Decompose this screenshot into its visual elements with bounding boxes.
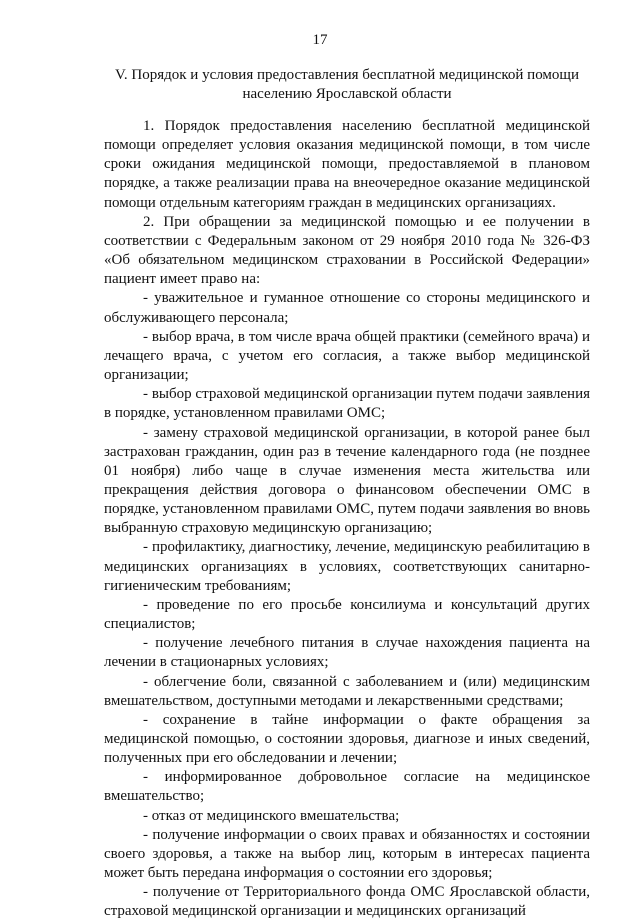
- list-item: - облегчение боли, связанной с заболеванием и (или) медицинским вмешательством, доступными методами и лекарственными средствами;: [104, 673, 590, 709]
- list-item: - информированное добровольное согласие на медицинское вмешательство;: [104, 769, 590, 805]
- list-item: - получение от Территориального фонда ОМС Ярославской области, страховой медицинской организации и медицинских организаций: [104, 884, 590, 920]
- list-item: - отказ от медицинского вмешательства;: [143, 807, 400, 824]
- list-item: - получение лечебного питания в случае нахождения пациента на лечении в стационарных условиях;: [104, 635, 590, 671]
- list-item: - уважительное и гуманное отношение со стороны медицинского и обслуживающего персонала;: [104, 290, 590, 326]
- list-item: - выбор врача, в том числе врача общей практики (семейного врача) и лечащего врача, с учетом его согласия, а также выбор медицинской организации;: [104, 328, 590, 384]
- section-title: V. Порядок и условия предоставления бесплатной медицинской помощи населению Ярославской области: [115, 67, 579, 102]
- list-item: - выбор страховой медицинской организации путем подачи заявления в порядке, установленном правилами ОМС;: [104, 386, 590, 422]
- list-item: - замену страховой медицинской организации, в которой ранее был застрахован гражданин, один раз в течение календарного года (не позднее 01 ноября) либо чаще в случае изменения места жительства или прекращения действия договора о финансовом обеспечении ОМС в порядке, установленном правилами ОМС, путем подачи заявления во вновь выбранную страховую медицинскую организацию;: [104, 424, 590, 537]
- list-item: - получение информации о своих правах и обязанностях и состоянии своего здоровья, а также на выбор лиц, которым в интересах пациента может быть передана информация о состоянии его здоровья;: [104, 826, 590, 882]
- list-item: - сохранение в тайне информации о факте обращения за медицинской помощью, о состоянии здоровья, диагнозе и иных сведений, полученных при его обследовании и лечении;: [104, 711, 590, 767]
- page-number: 17: [312, 32, 328, 48]
- document-body: [104, 117, 590, 922]
- paragraph: 2. При обращении за медицинской помощью и ее получении в соответствии с Федеральным законом от 29 ноября 2010 года № 326-ФЗ «Об обязательном медицинском страховании в Российской Федерации» пациент имеет право на:: [104, 213, 590, 288]
- list-item: - проведение по его просьбе консилиума и консультаций других специалистов;: [104, 596, 590, 633]
- paragraph: 1. Порядок предоставления населению бесплатной медицинской помощи определяет условия оказания медицинской помощи, в том числе сроки ожидания медицинской помощи, предоставляемой в плановом порядке, а также реализации права на внеочередное оказание медицинской помощи отдельным категориям граждан в медицинских организациях.: [104, 118, 590, 211]
- list-item: - профилактику, диагностику, лечение, медицинскую реабилитацию в медицинских организациях в условиях, соответствующих санитарно-гигиеническим требованиям;: [104, 539, 590, 594]
